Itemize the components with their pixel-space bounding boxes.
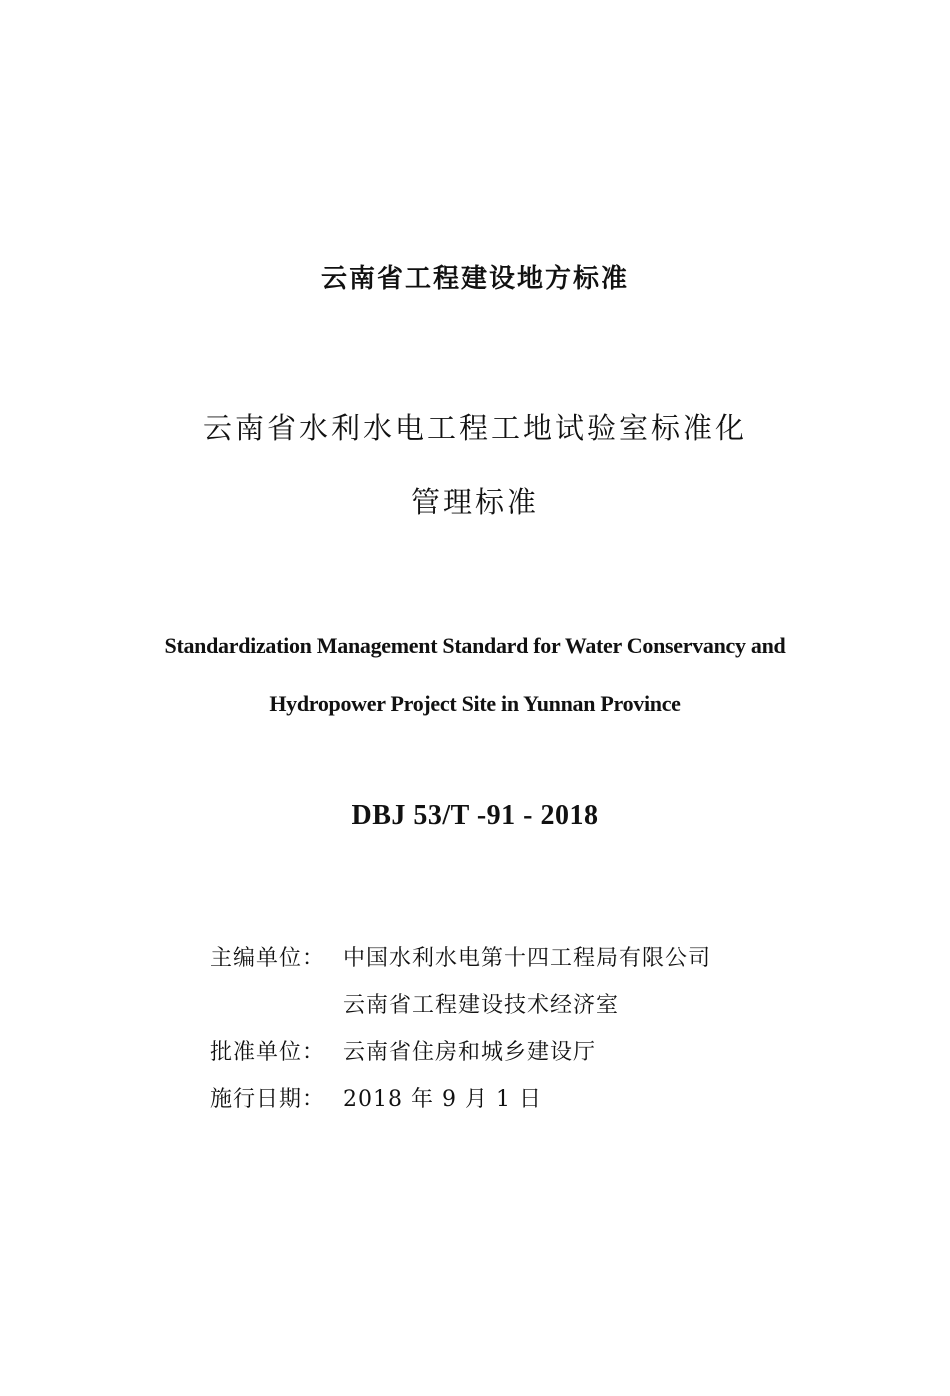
chief-editor-row	[210, 941, 711, 975]
effective-date-label: 施行日期：	[210, 1087, 326, 1112]
approval-org: 云南省住房和城乡建设厅	[343, 1040, 597, 1065]
approval-label: 批准单位：	[210, 1040, 326, 1065]
title-chinese-line-2: 管理标准	[410, 485, 539, 519]
effective-date-value: 2018 年 9 月 1 日	[343, 1087, 542, 1112]
chief-editor-org-2: 云南省工程建设技术经济室	[343, 993, 620, 1018]
title-chinese-line-1: 云南省水利水电工程工地试验室标准化	[202, 411, 747, 445]
title-english-line-2: Hydropower Project Site in Yunnan Province	[269, 691, 681, 716]
chief-editor-row-2	[210, 988, 619, 1022]
effective-date-row	[210, 1082, 542, 1116]
title-english-line-1: Standardization Management Standard for Water Conservancy and	[164, 633, 786, 658]
standard-series: 云南省工程建设地方标准	[320, 264, 629, 294]
approval-row	[210, 1035, 596, 1069]
chief-editor-org-1: 中国水利水电第十四工程局有限公司	[343, 946, 712, 971]
chief-editor-label: 主编单位：	[210, 946, 326, 971]
chief-editor-label-spacer	[210, 988, 343, 1022]
standard-code: DBJ 53/T -91 - 2018	[351, 800, 599, 831]
